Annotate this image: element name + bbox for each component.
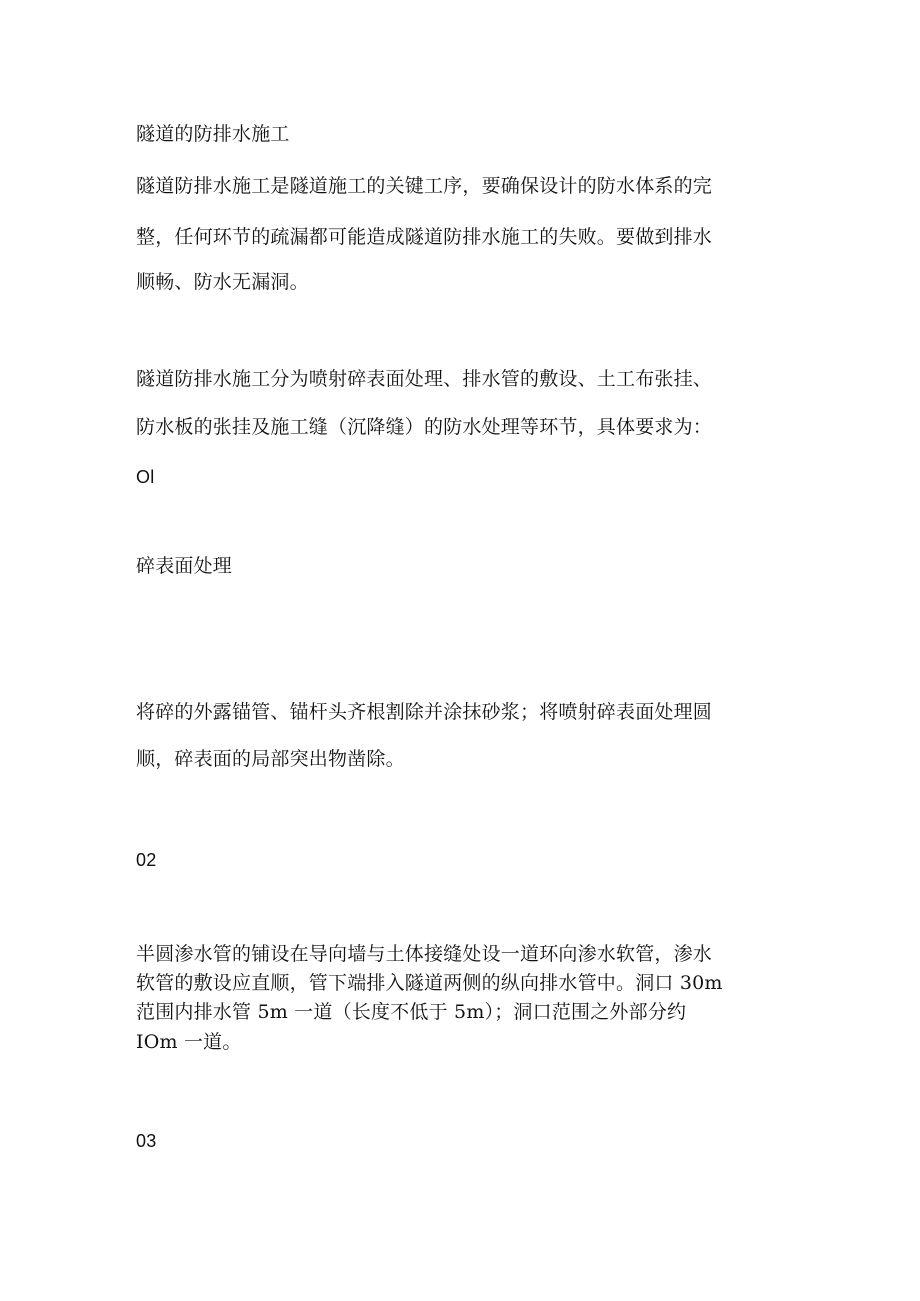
section-3-number: 03 bbox=[136, 1131, 157, 1151]
section-1-title: 碎表面处理 bbox=[136, 555, 233, 577]
intro-line-3: 顺畅、防水无漏洞。 bbox=[136, 271, 309, 293]
steps-line-2: 防水板的张挂及施工缝（沉降缝）的防水处理等环节，具体要求为： bbox=[136, 416, 713, 438]
section-2-number: 02 bbox=[136, 850, 157, 870]
section-1-body-line-1: 将碎的外露锚管、锚杆头齐根割除并涂抹砂浆；将喷射碎表面处理圆 bbox=[136, 701, 713, 723]
section-2-body-line-2: 软管的敷设应直顺，管下端排入隧道两侧的纵向排水管中。洞口 30m bbox=[136, 972, 723, 994]
section-2-body-line-1: 半圆渗水管的铺设在导向墙与土体接缝处设一道环向渗水软管，渗水 bbox=[136, 943, 713, 965]
section-1-body-line-2: 顺，碎表面的局部突出物凿除。 bbox=[136, 748, 405, 770]
section-2-body-line-4: IOm 一道。 bbox=[136, 1031, 242, 1053]
document-title: 隧道的防排水施工 bbox=[136, 123, 290, 145]
intro-line-2: 整，任何环节的疏漏都可能造成隧道防排水施工的失败。要做到排水 bbox=[136, 226, 713, 248]
intro-line-1: 隧道防排水施工是隧道施工的关键工序，要确保设计的防水体系的完 bbox=[136, 175, 713, 197]
steps-line-1: 隧道防排水施工分为喷射碎表面处理、排水管的敷设、土工布张挂、 bbox=[136, 368, 713, 390]
section-1-number: Ol bbox=[136, 467, 155, 487]
section-2-body-line-3: 范围内排水管 5m 一道（长度不低于 5m）；洞口范围之外部分约 bbox=[136, 1001, 687, 1023]
